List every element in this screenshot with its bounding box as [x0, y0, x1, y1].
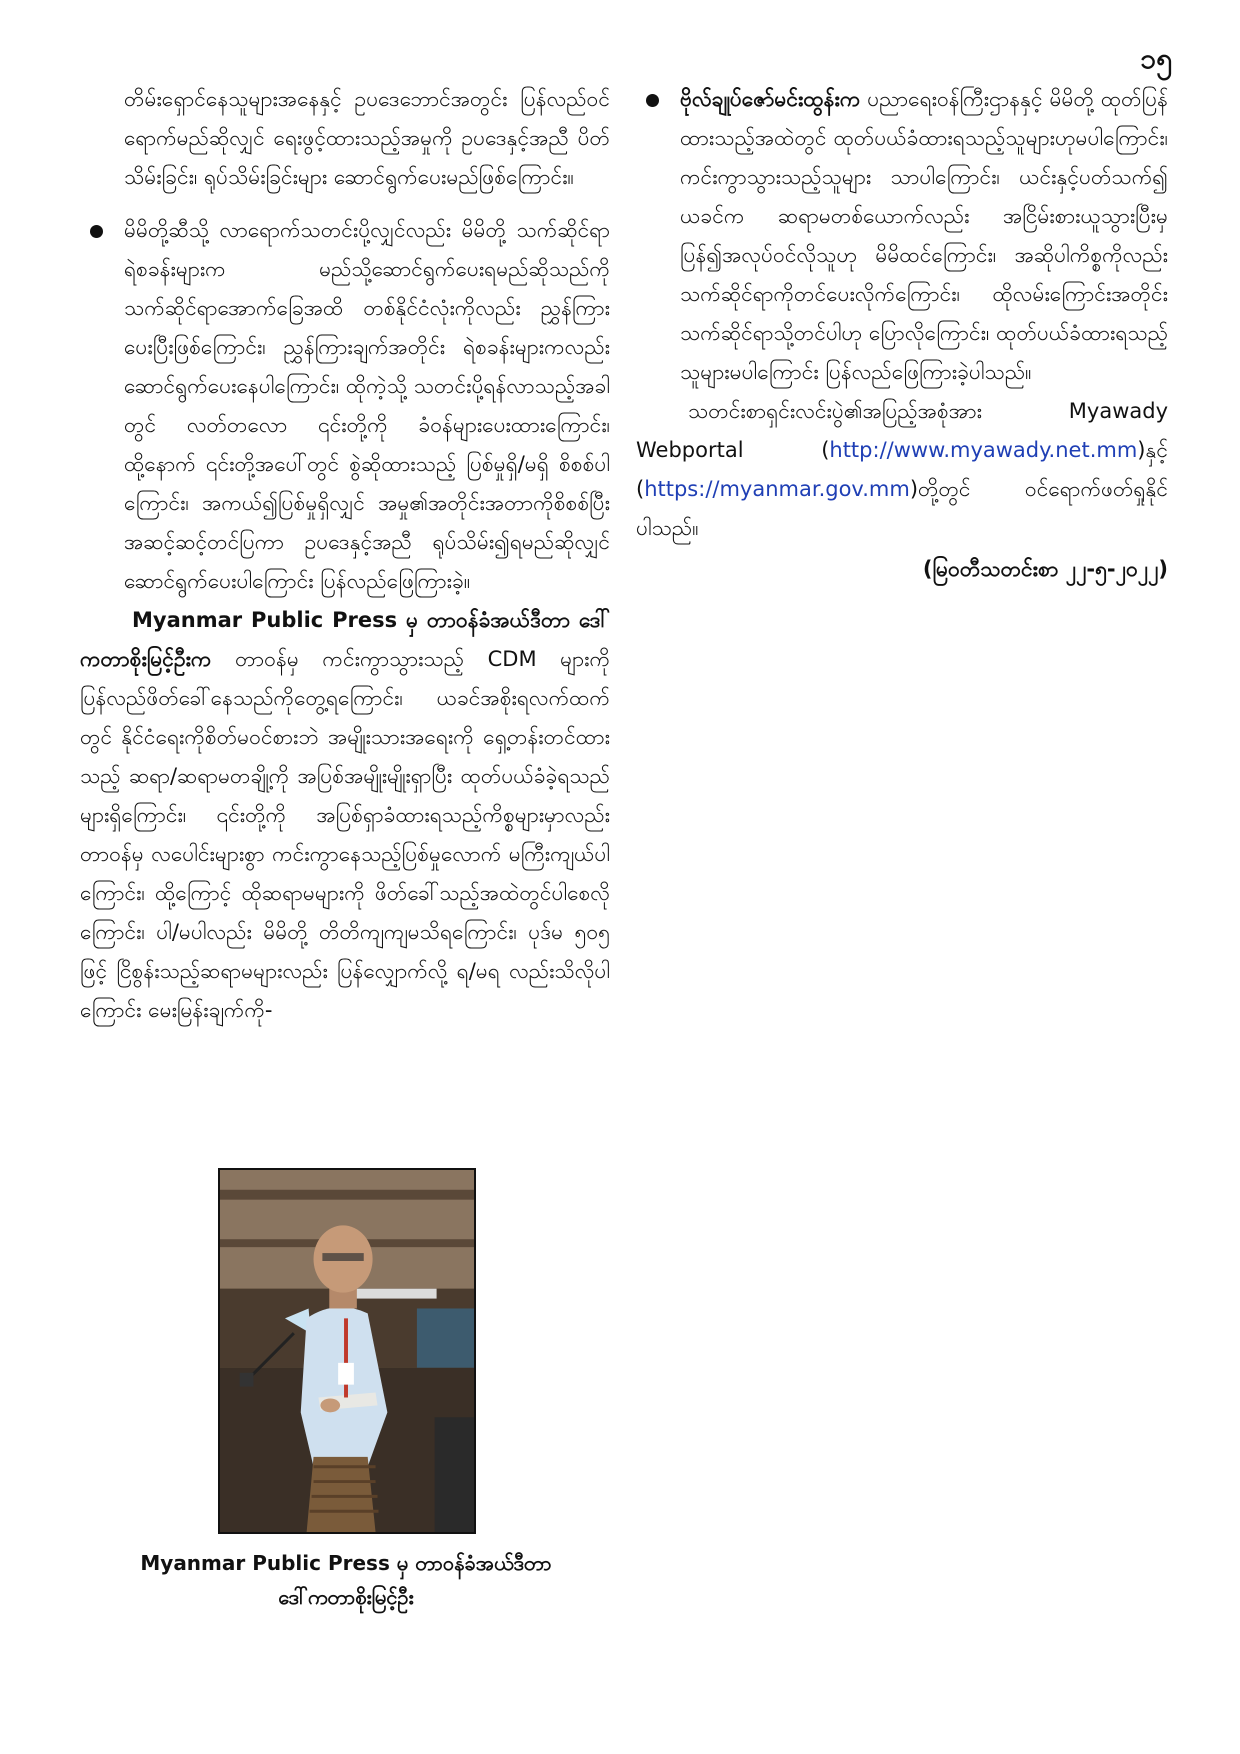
photo-illustration	[220, 1170, 474, 1532]
bullet-item-police-stations	[80, 211, 610, 601]
person-speaking-photo	[218, 1168, 476, 1534]
bullet-item-answer	[636, 80, 1168, 392]
bullet-icon	[90, 225, 103, 238]
speaker-name: Myanmar Public Press မှ တာဝန်ခံအယ်ဒီတာ ဒေါ်ကတာစိုးမြင့်ဦးက	[80, 608, 610, 671]
page-number: ၁၅	[1140, 42, 1172, 75]
caption-line-2: ဒေါ်ကတာစိုးမြင့်ဦး	[278, 1585, 414, 1609]
answer-speaker: ဗိုလ်ချုပ်ဇော်မင်းထွန်းက	[680, 87, 861, 111]
dateline: (မြဝတီသတင်းစာ ၂၂-၅-၂၀၂၂)	[922, 557, 1168, 581]
myawady-link[interactable]: http://www.myawady.net.mm	[829, 438, 1138, 462]
left-column	[80, 80, 610, 1030]
question-paragraph	[80, 601, 610, 1030]
bullet-icon	[646, 94, 659, 107]
answer-text: ပညာရေးဝန်ကြီးဌာနနှင့် မိမိတို့ ထုတ်ပြန်ထားသည့်အထဲတွင် ထုတ်ပယ်ခံထားရသည့်သူများဟုမပါကြောင်း၊ ကင်းကွာသွားသည့်သူများ သာပါကြောင်း၊ ယင်းနှင့်ပတ်သက်၍ ယခင်က ဆရာမတစ်ယောက်လည်း အငြိမ်းစားယူသွားပြီးမှ ပြန်၍အလုပ်ဝင်လိုသူဟု မိမိထင်ကြောင်း၊ အဆိုပါကိစ္စကိုလည်း သက်ဆိုင်ရာကိုတင်ပေးလိုက်ကြောင်း၊ ထိုလမ်းကြောင်းအတိုင်း သက်ဆိုင်ရာသို့တင်ပါဟု ပြောလိုကြောင်း၊ ထုတ်ပယ်ခံထားရသည့်သူများမပါကြောင်း ပြန်လည်ဖြေကြားခဲ့ပါသည်။	[680, 87, 1168, 384]
continued-paragraph: တိမ်းရှောင်နေသူများအနေနှင့် ဥပဒေဘောင်အတွင်း ပြန်လည်ဝင်ရောက်မည်ဆိုလျှင် ရေးဖွင့်ထားသည့်အမှုကို ဥပဒေနှင့်အညီ ပိတ်သိမ်းခြင်း၊ ရုပ်သိမ်းခြင်းများ ဆောင်ရွက်ပေးမည်ဖြစ်ကြောင်း။	[124, 87, 610, 189]
bullet-text: မိမိတို့ဆီသို့ လာရောက်သတင်းပို့လျှင်လည်း မိမိတို့ သက်ဆိုင်ရာရဲစခန်းများက မည်သို့ဆောင်ရွက်ပေးရမည်ဆိုသည်ကို သက်ဆိုင်ရာအောက်ခြေအထိ တစ်နိုင်ငံလုံးကိုလည်း ညွှန်ကြားပေးပြီးဖြစ်ကြောင်း၊ ညွှန်ကြားချက်အတိုင်း ရဲစခန်းများကလည်း ဆောင်ရွက်ပေးနေပါကြောင်း၊ ထိုကဲ့သို့ သတင်းပို့ရန်လာသည့်အခါတွင် လတ်တလော ၎င်းတို့ကို ခံဝန်များပေးထားကြောင်း၊ ထို့နောက် ၎င်းတို့အပေါ်တွင် စွဲဆိုထားသည့် ပြစ်မှုရှိ/မရှိ စိစစ်ပါကြောင်း၊ အကယ်၍ပြစ်မှုရှိလျှင် အမှု၏အတိုင်းအတာကိုစိစစ်ပြီး အဆင့်ဆင့်တင်ပြကာ ဥပဒေနှင့်အညီ ရုပ်သိမ်း၍ရမည်ဆိုလျှင် ဆောင်ရွက်ပေးပါကြောင်း ပြန်လည်ဖြေကြားခဲ့။	[124, 218, 610, 593]
caption-line-1: Myanmar Public Press မှ တာဝန်ခံအယ်ဒီတာ	[140, 1551, 552, 1575]
right-column	[636, 80, 1168, 589]
question-text: တာဝန်မှ ကင်းကွာသွားသည့် CDM များကို ပြန်လည်ဖိတ်ခေါ်နေသည်ကိုတွေ့ရကြောင်း၊ ယခင်အစိုးရလက်ထက်တွင် နိုင်ငံရေးကိုစိတ်မဝင်စားဘဲ အမျိုးသားအရေးကို ရှေ့တန်းတင်ထားသည့် ဆရာ/ဆရာမတချို့ကို အပြစ်အမျိုးမျိုးရှာပြီး ထုတ်ပယ်ခံခဲ့ရသည်များရှိကြောင်း၊ ၎င်းတို့ကို အပြစ်ရှာခံထားရသည့်ကိစ္စများမှာလည်း တာဝန်မှ လပေါင်းများစွာ ကင်းကွာနေသည့်ပြစ်မှုလောက် မကြီးကျယ်ပါကြောင်း၊ ထို့ကြောင့် ထိုဆရာမများကို ဖိတ်ခေါ်သည့်အထဲတွင်ပါစေလိုကြောင်း၊ ပါ/မပါလည်း မိမိတို့ တိတိကျကျမသိရကြောင်း၊ ပုဒ်မ ၅၀၅ ဖြင့် ငြိစွန်းသည့်ဆရာမများလည်း ပြန်လျှောက်လို့ ရ/မရ လည်းသိလိုပါကြောင်း မေးမြန်းချက်ကို-	[80, 647, 610, 1022]
gov-link[interactable]: https://myanmar.gov.mm	[644, 477, 910, 501]
closing-paragraph: သတင်းစာရှင်းလင်းပွဲ၏အပြည့်အစုံအား Myawady Webportal (http://www.myawady.net.mm)နှင့် (https://myanmar.gov.mm)တို့တွင် ဝင်ရောက်ဖတ်ရှုနိုင်ပါသည်။	[636, 399, 1168, 540]
photo-caption	[120, 1546, 572, 1614]
